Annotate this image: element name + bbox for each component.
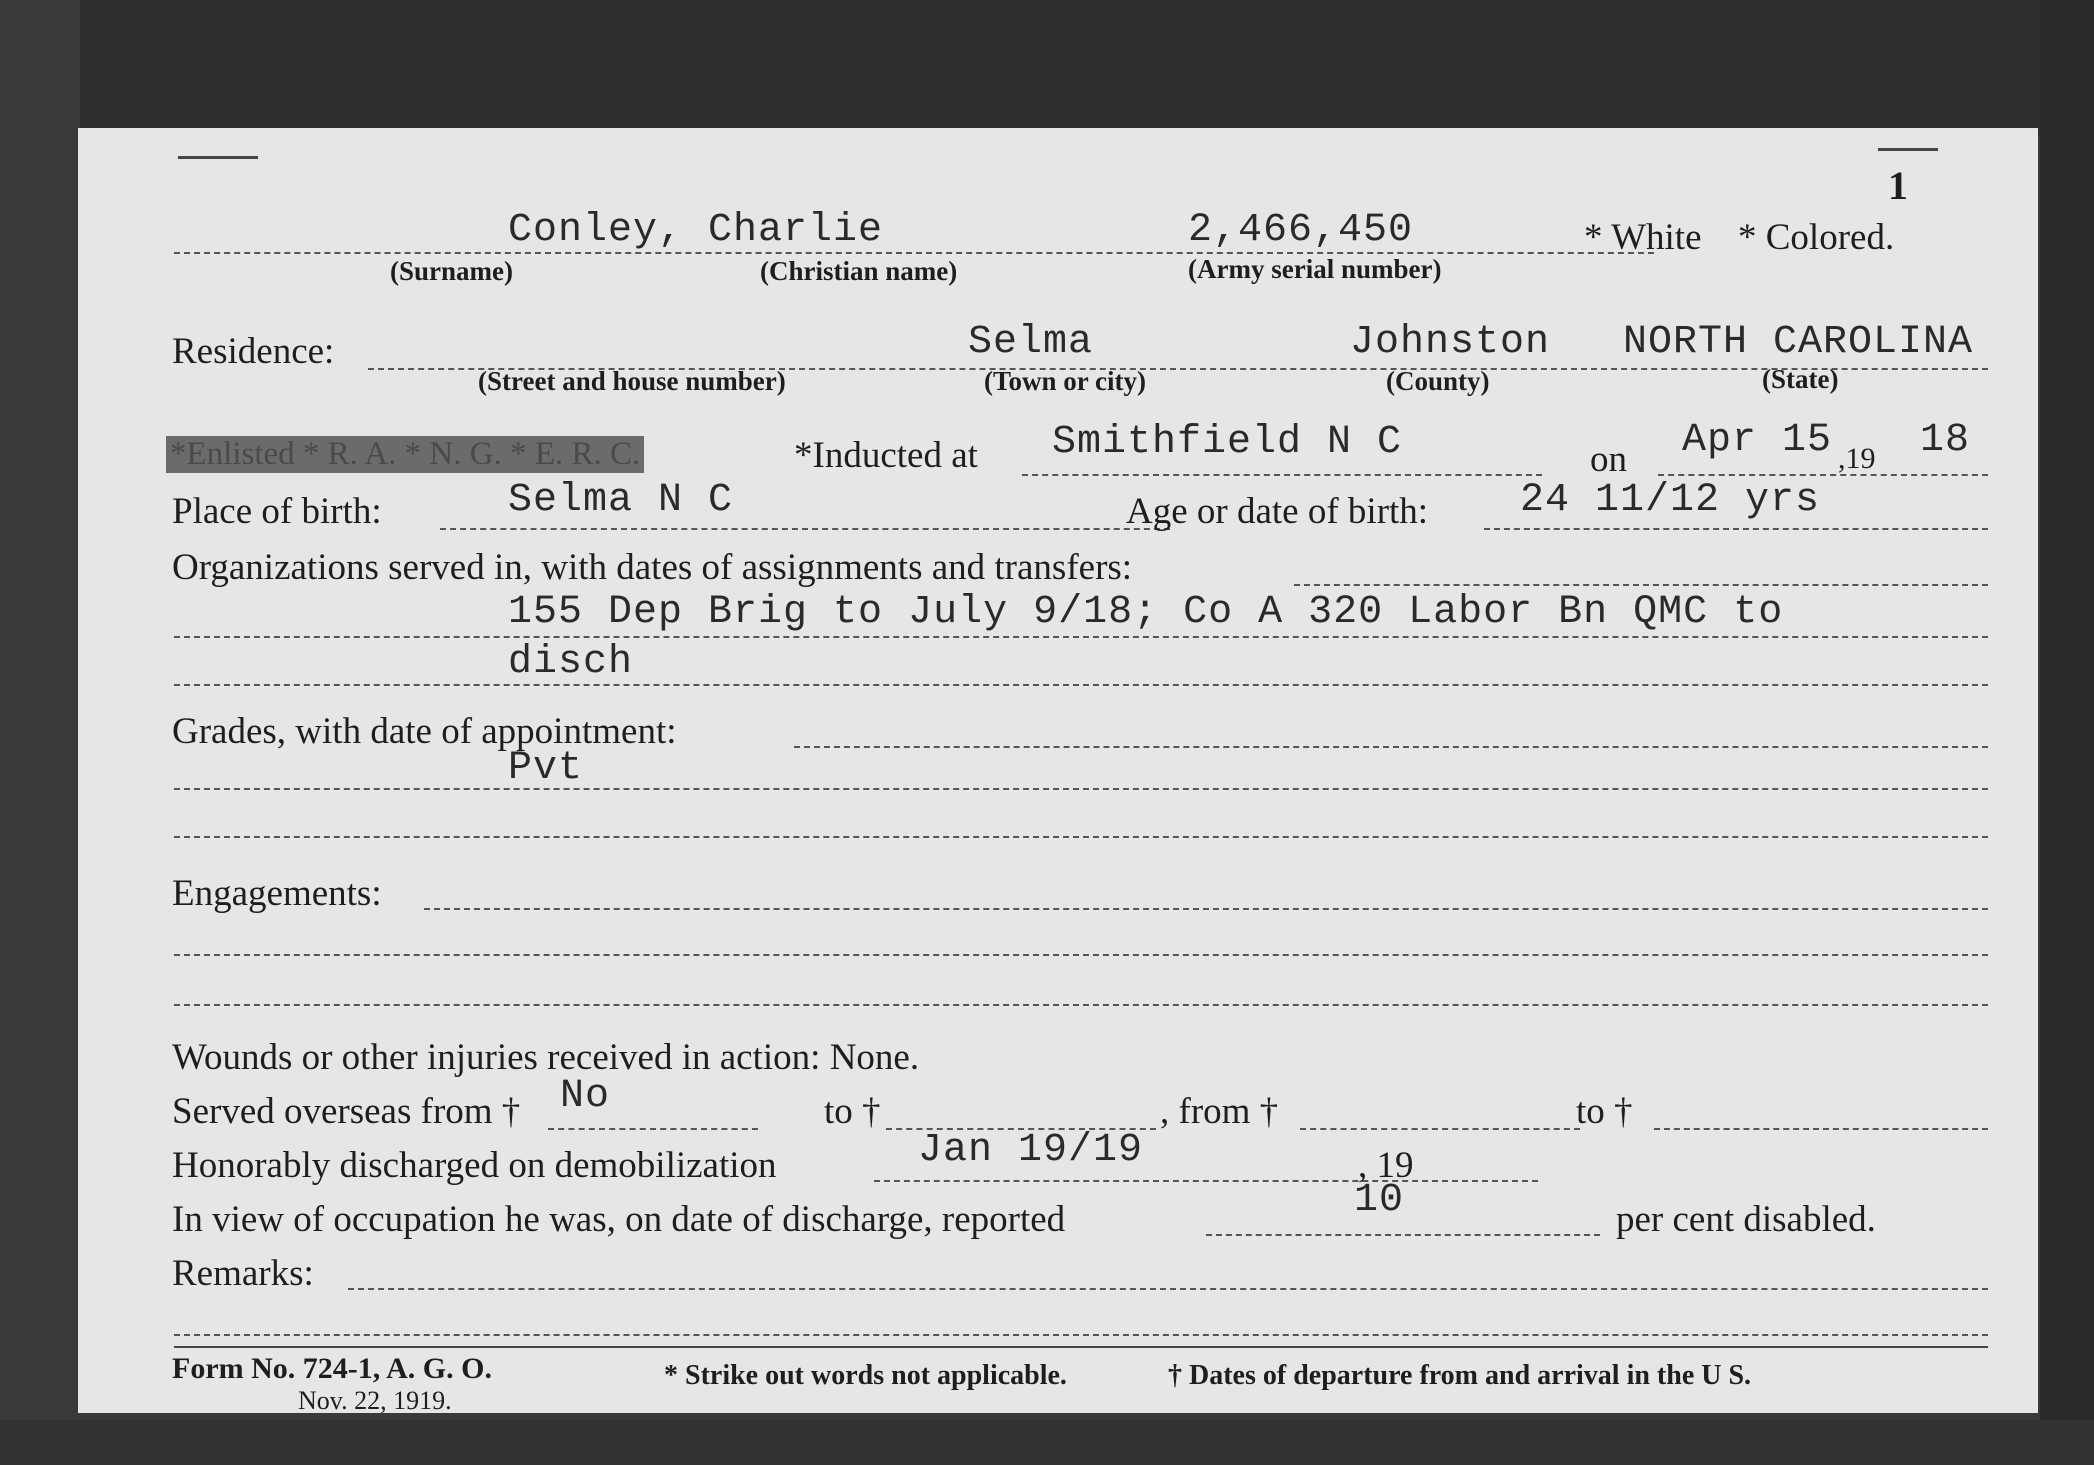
induction-year-prefix: ,19 xyxy=(1838,442,1876,475)
inducted-label: *Inducted at xyxy=(794,435,978,476)
engagements-line-2 xyxy=(174,1004,1988,1006)
engagements-line-0 xyxy=(424,908,1988,910)
disability-line xyxy=(1206,1234,1600,1236)
footer-rule xyxy=(174,1346,1988,1348)
discharge-value: Jan 19/19 xyxy=(918,1128,1144,1173)
remarks-label: Remarks: xyxy=(172,1253,314,1294)
discharge-label: Honorably discharged on demobilization xyxy=(172,1145,777,1186)
strike-note: * Strike out words not applicable. xyxy=(664,1360,1067,1391)
serial-value: 2,466,450 xyxy=(1188,208,1414,253)
overseas-label: Served overseas from † xyxy=(172,1091,521,1132)
birth-place-line xyxy=(440,528,1170,530)
disability-label: In view of occupation he was, on date of discharge, reported xyxy=(172,1199,1066,1240)
scanner-background-bottom xyxy=(0,1420,2094,1465)
organizations-line-0 xyxy=(1294,584,1988,586)
organizations-line-1 xyxy=(174,636,1988,638)
town-caption: (Town or city) xyxy=(984,366,1146,396)
overseas-to-2-line xyxy=(1654,1128,1988,1130)
residence-label: Residence: xyxy=(172,331,335,372)
scanner-background-top xyxy=(0,0,2094,135)
grades-line-0 xyxy=(794,746,1988,748)
residence-town: Selma xyxy=(968,320,1094,365)
disability-value: 10 xyxy=(1354,1178,1405,1223)
grades-value: Pvt xyxy=(508,746,584,791)
overseas-from-line xyxy=(548,1128,758,1130)
birth-place-value: Selma N C xyxy=(508,478,734,523)
birth-place-label: Place of birth: xyxy=(172,491,382,532)
name-value: Conley, Charlie xyxy=(508,208,884,253)
overseas-to-1: to † xyxy=(824,1091,881,1132)
grades-label: Grades, with date of appointment: xyxy=(172,711,677,752)
county-caption: (County) xyxy=(1386,366,1490,396)
service-record-card xyxy=(78,128,2038,1413)
residence-state: NORTH CAROLINA xyxy=(1623,320,1974,365)
form-date: Nov. 22, 1919. xyxy=(298,1386,452,1413)
scanner-background-left xyxy=(0,0,80,1465)
induction-date-value: Apr 15 xyxy=(1682,418,1833,463)
remarks-line-0 xyxy=(348,1288,1988,1290)
state-caption: (State) xyxy=(1762,364,1839,394)
overseas-to-2: to † xyxy=(1576,1091,1633,1132)
inducted-value: Smithfield N C xyxy=(1052,420,1403,465)
age-line xyxy=(1484,528,1988,530)
organizations-line-2 xyxy=(174,684,1988,686)
organizations-label: Organizations served in, with dates of assignments and transfers: xyxy=(172,547,1133,588)
remarks-line-1 xyxy=(174,1334,1988,1336)
corner-mark-left xyxy=(178,156,258,159)
age-value: 24 11/12 yrs xyxy=(1520,478,1821,523)
dates-note: † Dates of departure from and arrival in the U S. xyxy=(1168,1360,1752,1391)
race-white: * White xyxy=(1584,217,1702,258)
organizations-value-line2: disch xyxy=(508,640,634,685)
discharge-year-prefix: , 19 xyxy=(1358,1145,1414,1186)
induction-on-label: on xyxy=(1590,439,1627,480)
age-label: Age or date of birth: xyxy=(1126,491,1429,532)
wounds-text: Wounds or other injuries received in action: None. xyxy=(172,1037,920,1078)
serial-caption: (Army serial number) xyxy=(1188,254,1442,284)
scanner-background-right xyxy=(2040,0,2094,1465)
overseas-from-2-line xyxy=(1300,1128,1580,1130)
inducted-line xyxy=(1022,474,1542,476)
discharge-year-line xyxy=(1442,1180,1538,1182)
surname-caption: (Surname) xyxy=(390,256,513,286)
enlisted-struck-text: *Enlisted * R. A. * N. G. * E. R. C. xyxy=(166,436,644,473)
corner-mark-right xyxy=(1878,148,1938,151)
christian-caption: (Christian name) xyxy=(760,256,958,286)
street-caption: (Street and house number) xyxy=(478,366,786,396)
disability-suffix: per cent disabled. xyxy=(1616,1199,1876,1240)
organizations-value-line1: 155 Dep Brig to July 9/18; Co A 320 Labor Bn QMC to xyxy=(508,590,1784,635)
overseas-value: No xyxy=(560,1074,611,1119)
overseas-from-2: , from † xyxy=(1160,1091,1279,1132)
form-number: Form No. 724-1, A. G. O. xyxy=(172,1352,492,1385)
race-colored: * Colored. xyxy=(1738,217,1895,258)
grades-line-2 xyxy=(174,836,1988,838)
induction-date-line xyxy=(1658,474,1988,476)
grades-line-1 xyxy=(174,788,1988,790)
card-number: 1 xyxy=(1888,163,1908,208)
engagements-label: Engagements: xyxy=(172,873,382,914)
induction-year-suffix: 18 xyxy=(1920,418,1971,463)
residence-county: Johnston xyxy=(1350,320,1551,365)
engagements-line-1 xyxy=(174,954,1988,956)
